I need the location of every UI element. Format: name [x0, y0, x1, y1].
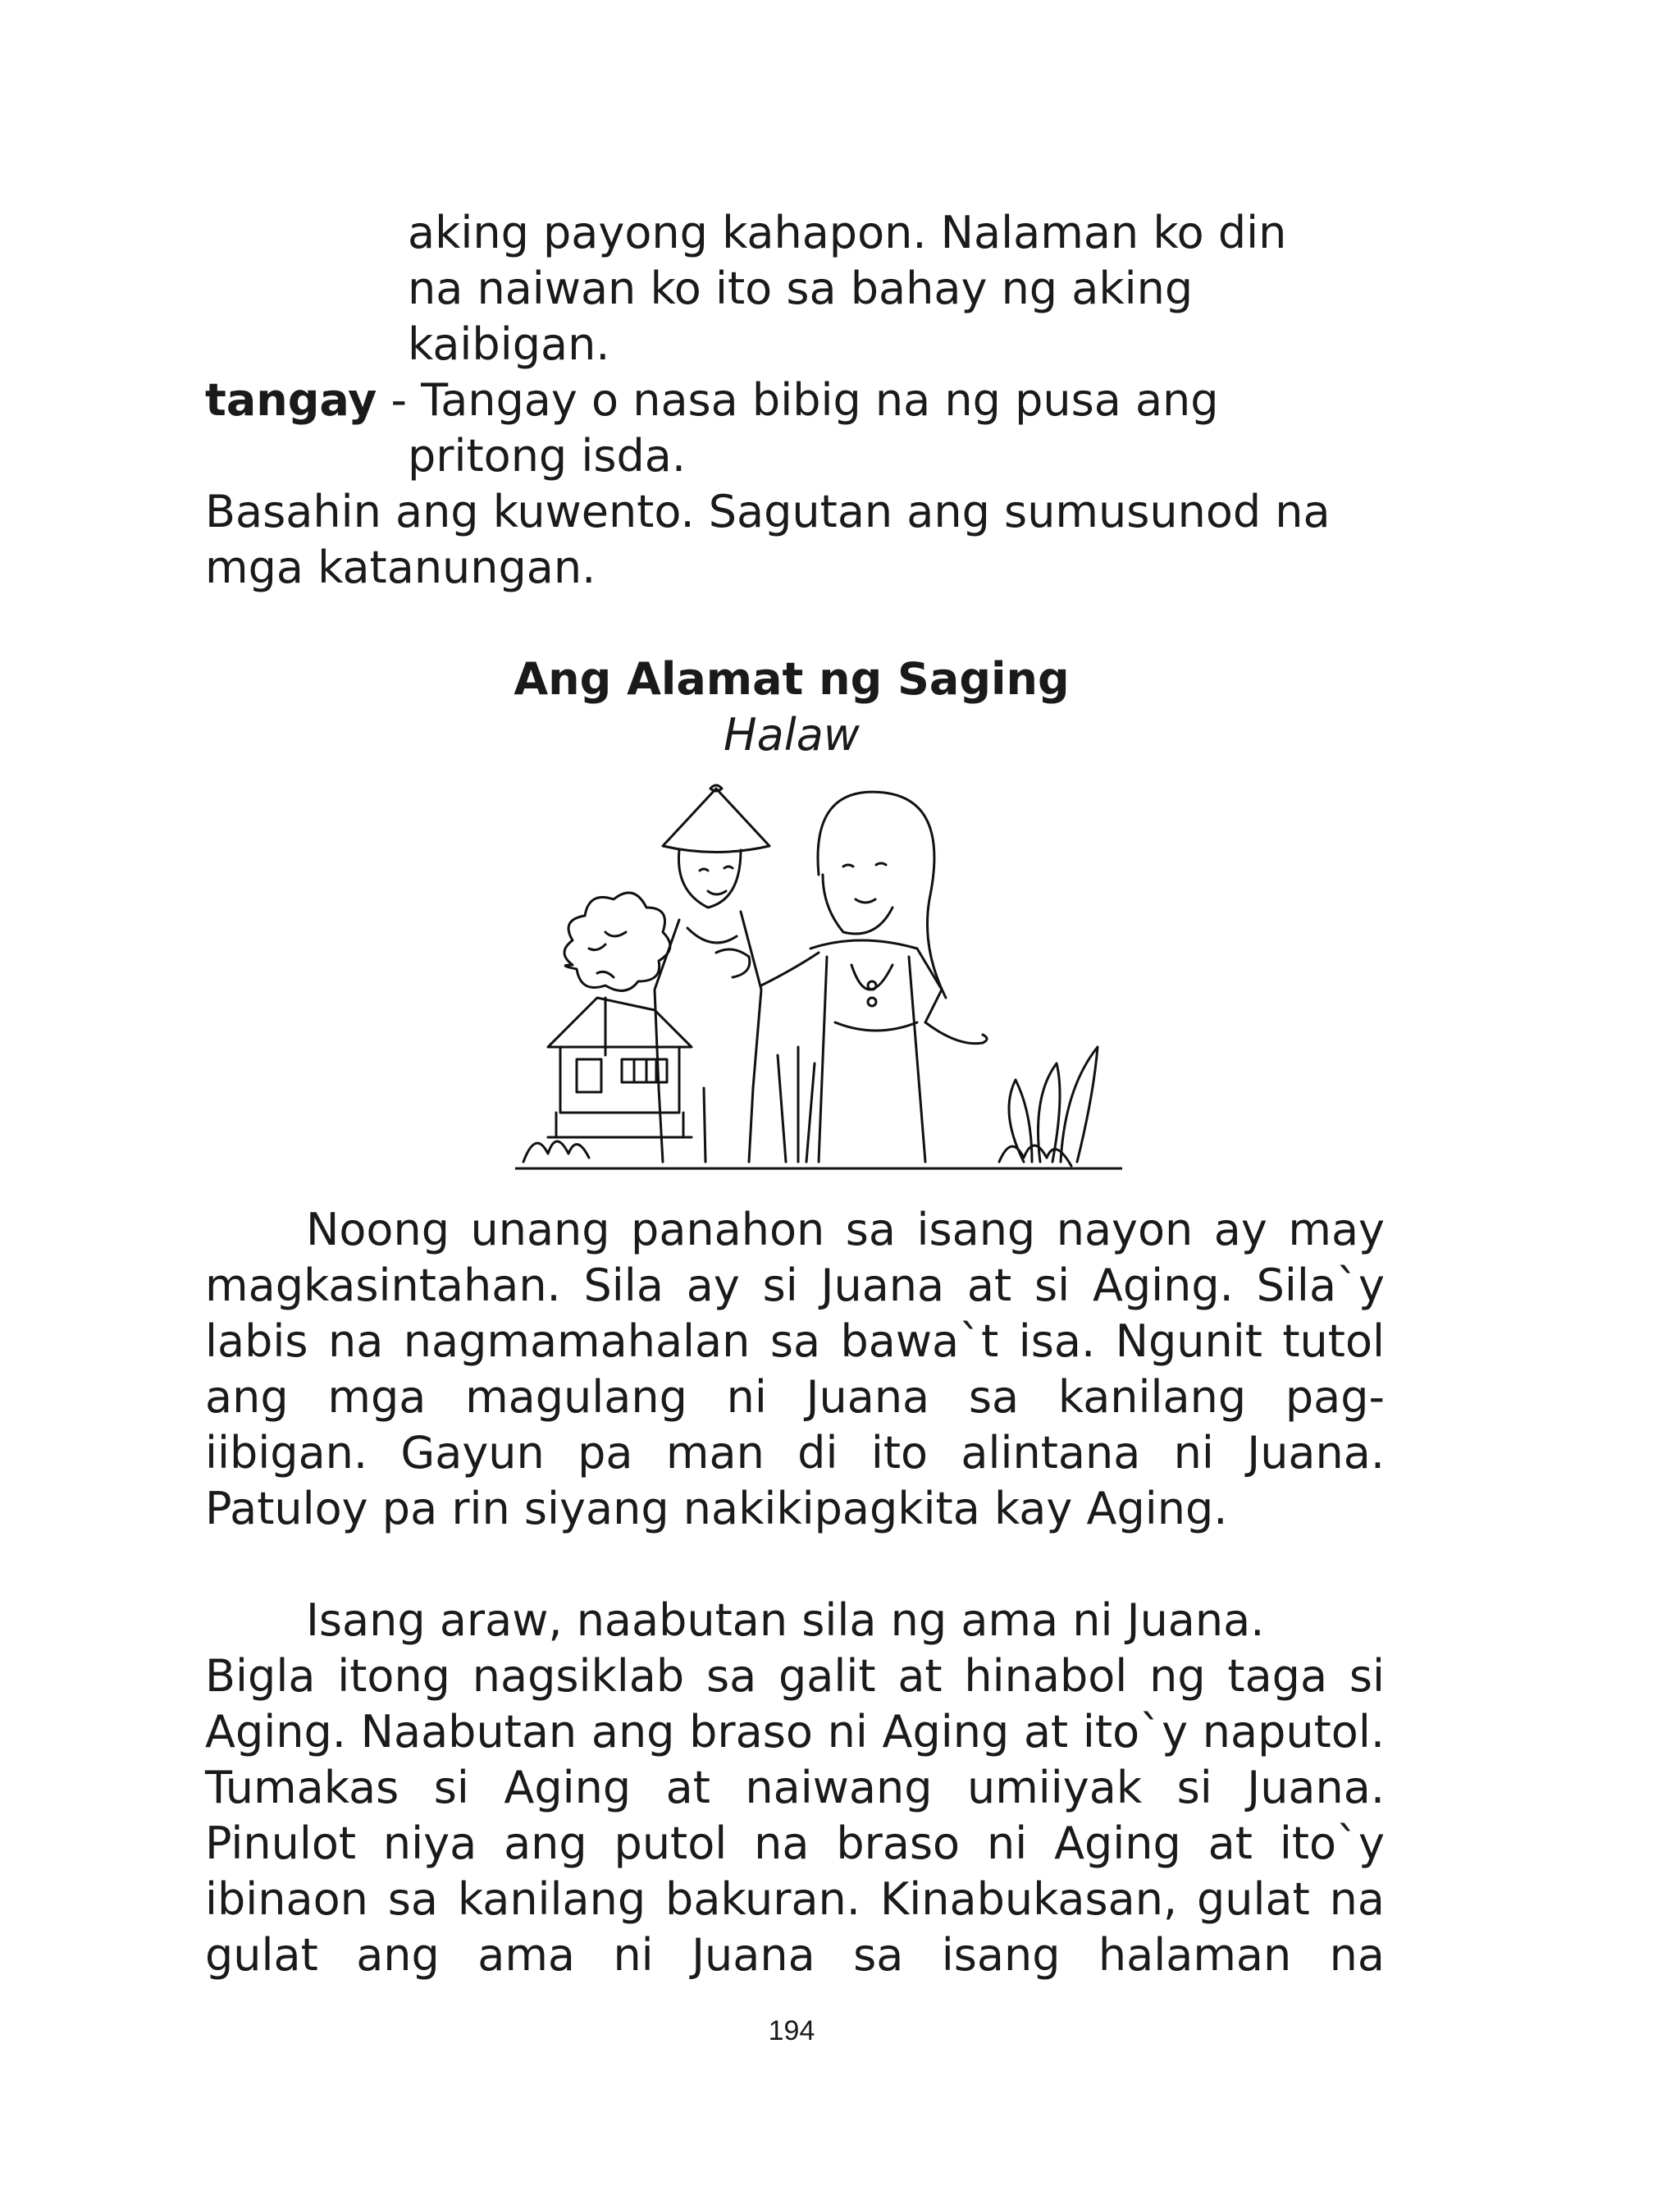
story-paragraph-2-line-2: Bigla itong nagsiklab sa galit at hinabol ng taga si — [205, 1650, 1385, 1702]
instructions-line-2: mga katanungan. — [205, 542, 596, 593]
continuation-line-2: na naiwan ko ito sa bahay ng aking — [408, 263, 1194, 314]
vocab-entry — [205, 373, 1219, 428]
story-paragraph-1-line-6: Patuloy pa rin siyang nakikipagkita kay Aging. — [205, 1483, 1228, 1534]
continuation-line-3: kaibigan. — [408, 318, 610, 370]
house — [548, 998, 692, 1137]
story-paragraph-1-line-4: ang mga magulang ni Juana sa kanilang pag- — [205, 1371, 1385, 1423]
vocab-definition: - Tangay o nasa bibig na ng pusa ang — [377, 374, 1219, 426]
vocab-term: tangay — [205, 374, 377, 426]
story-paragraph-2-line-5: Pinulot niya ang putol na braso ni Aging at ito`y — [205, 1817, 1385, 1869]
page-number: 194 — [768, 2015, 815, 2046]
story-paragraph-1-line-1: Noong unang panahon sa isang nayon ay may — [306, 1204, 1385, 1255]
story-paragraph-2-line-3: Aging. Naabutan ang braso ni Aging at ito`y naputol. — [205, 1706, 1385, 1758]
story-paragraph-1-line-5: iibigan. Gayun pa man di ito alintana ni Juana. — [205, 1427, 1385, 1479]
tree-left — [564, 893, 670, 1055]
story-subtitle: Halaw — [724, 709, 860, 761]
boy-figure — [655, 785, 769, 1162]
story-paragraph-1-line-2: magkasintahan. Sila ay si Juana at si Aging. Sila`y — [205, 1260, 1385, 1311]
story-paragraph-1-line-3: labis na nagmamahalan sa bawa`t isa. Ngunit tutol — [205, 1315, 1385, 1367]
plant-right — [1009, 1047, 1098, 1162]
vocab-definition-continued: pritong isda. — [408, 430, 687, 482]
continuation-line-1: aking payong kahapon. Nalaman ko din — [408, 207, 1287, 258]
story-title: Ang Alamat ng Saging — [514, 653, 1070, 705]
couple-illustration — [515, 776, 1122, 1170]
instructions-line-1: Basahin ang kuwento. Sagutan ang sumusunod na — [205, 486, 1331, 537]
story-paragraph-2-line-4: Tumakas si Aging at naiwang umiiyak si Juana. — [205, 1762, 1385, 1813]
story-paragraph-2-line-6: ibinaon sa kanilang bakuran. Kinabukasan, gulat na — [205, 1873, 1385, 1925]
story-paragraph-2-line-7: gulat ang ama ni Juana sa isang halaman na — [205, 1929, 1385, 1981]
story-paragraph-2-line-1: Isang araw, naabutan sila ng ama ni Juana. — [306, 1594, 1265, 1646]
girl-figure — [761, 792, 987, 1162]
